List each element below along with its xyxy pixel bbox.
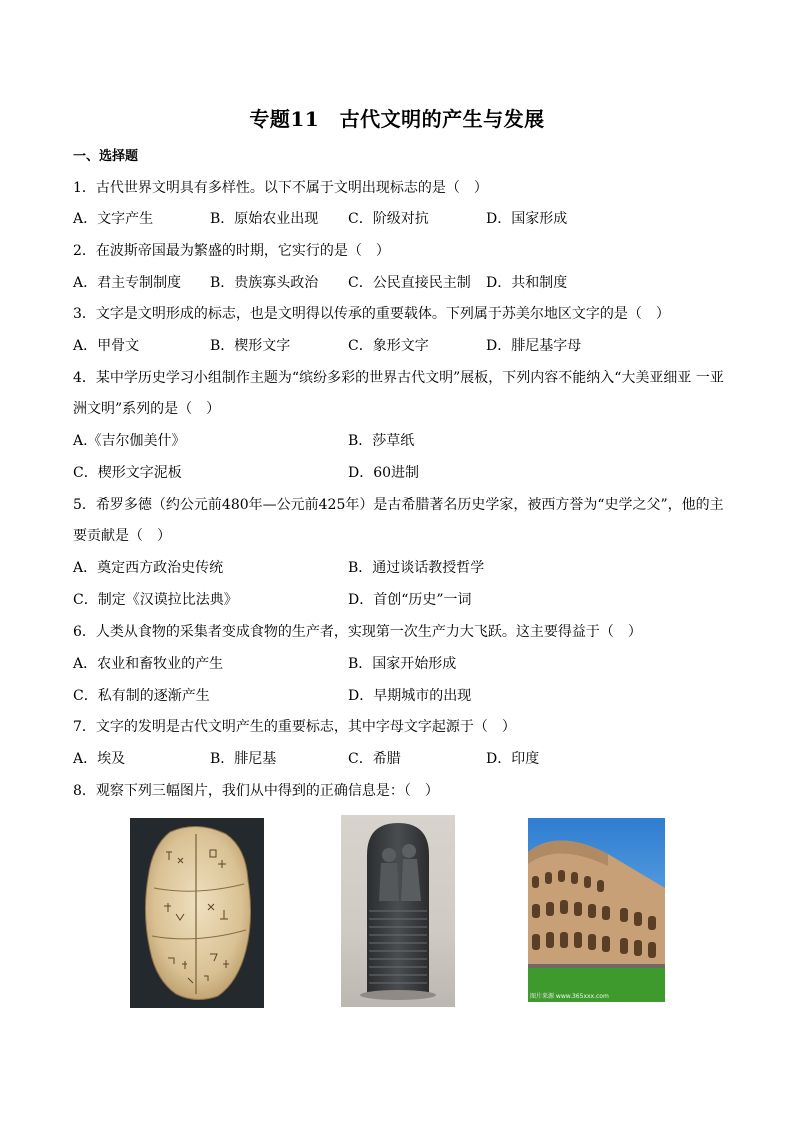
question-1-stem: 1．古代世界文明具有多样性。以下不属于文明出现标志的是（ ） bbox=[73, 180, 488, 196]
question-2-stem: 2．在波斯帝国最为繁盛的时期，它实行的是（ ） bbox=[73, 243, 390, 259]
q7-option-a: A．埃及 bbox=[73, 751, 126, 767]
q2-option-d: D．共和制度 bbox=[486, 275, 568, 291]
q3-option-a: A．甲骨文 bbox=[73, 338, 140, 354]
question-3-stem: 3．文字是文明形成的标志，也是文明得以传承的重要载体。下列属于苏美尔地区文字的是（ ） bbox=[73, 306, 670, 322]
q1-option-c: C．阶级对抗 bbox=[348, 211, 429, 227]
colosseum-drawing bbox=[528, 818, 665, 1002]
q7-option-d: D．印度 bbox=[486, 751, 540, 767]
question-5-stem-line-1: 5．希罗多德（约公元前480年—公元前425年）是古希腊著名历史学家，被西方誉为“史学之父”，他的主 bbox=[73, 497, 724, 513]
q2-option-a: A．君主专制制度 bbox=[73, 275, 182, 291]
q3-option-c: C．象形文字 bbox=[348, 338, 429, 354]
q2-option-b: B．贵族寡头政治 bbox=[210, 275, 319, 291]
colosseum-photo bbox=[528, 818, 665, 1002]
q2-option-c: C．公民直接民主制 bbox=[348, 275, 471, 291]
question-4-stem-line-2: 洲文明”系列的是（ ） bbox=[73, 401, 221, 417]
q1-option-a: A．文字产生 bbox=[73, 211, 154, 227]
stele-drawing bbox=[341, 815, 455, 1007]
oracle-bone-photo bbox=[130, 818, 264, 1008]
oracle-bone-drawing bbox=[130, 818, 264, 1008]
q6-option-d: D．早期城市的出现 bbox=[348, 688, 472, 704]
question-4-stem-line-1: 4．某中学历史学习小组制作主题为“缤纷多彩的世界古代文明”展板，下列内容不能纳入“大美亚细亚 一亚 bbox=[73, 370, 724, 386]
q6-option-a: A．农业和畜牧业的产生 bbox=[73, 656, 224, 672]
q7-option-b: B．腓尼基 bbox=[210, 751, 277, 767]
section-heading: 一、选择题 bbox=[73, 149, 139, 164]
q6-option-b: B．国家开始形成 bbox=[348, 656, 457, 672]
q4-option-c: C．楔形文字泥板 bbox=[73, 465, 182, 481]
question-7-stem: 7．文字的发明是古代文明产生的重要标志，其中字母文字起源于（ ） bbox=[73, 719, 516, 735]
q4-option-b: B．莎草纸 bbox=[348, 433, 415, 449]
q3-option-b: B．楔形文字 bbox=[210, 338, 291, 354]
question-6-stem: 6．人类从食物的采集者变成食物的生产者，实现第一次生产力大飞跃。这主要得益于（ ） bbox=[73, 624, 642, 640]
page-title: 专题11 古代文明的产生与发展 bbox=[249, 107, 545, 131]
q5-option-b: B．通过谈话教授哲学 bbox=[348, 560, 485, 576]
question-8-stem: 8．观察下列三幅图片，我们从中得到的正确信息是：（ ） bbox=[73, 783, 439, 799]
q4-option-d: D．60进制 bbox=[348, 465, 420, 481]
q5-option-d: D．首创“历史”一词 bbox=[348, 592, 472, 608]
q6-option-c: C．私有制的逐渐产生 bbox=[73, 688, 210, 704]
question-5-stem-line-2: 要贡献是（ ） bbox=[73, 528, 171, 544]
q7-option-c: C．希腊 bbox=[348, 751, 401, 767]
q3-option-d: D．腓尼基字母 bbox=[486, 338, 582, 354]
q5-option-c: C．制定《汉谟拉比法典》 bbox=[73, 592, 238, 608]
q5-option-a: A．奠定西方政治史传统 bbox=[73, 560, 224, 576]
code-of-hammurabi-stele-photo bbox=[341, 815, 455, 1007]
q4-option-a: A.《吉尔伽美什》 bbox=[73, 433, 186, 449]
q1-option-b: B．原始农业出现 bbox=[210, 211, 319, 227]
q1-option-d: D．国家形成 bbox=[486, 211, 568, 227]
photo-watermark: 图片来源 www.365xxx.com bbox=[530, 993, 609, 1000]
